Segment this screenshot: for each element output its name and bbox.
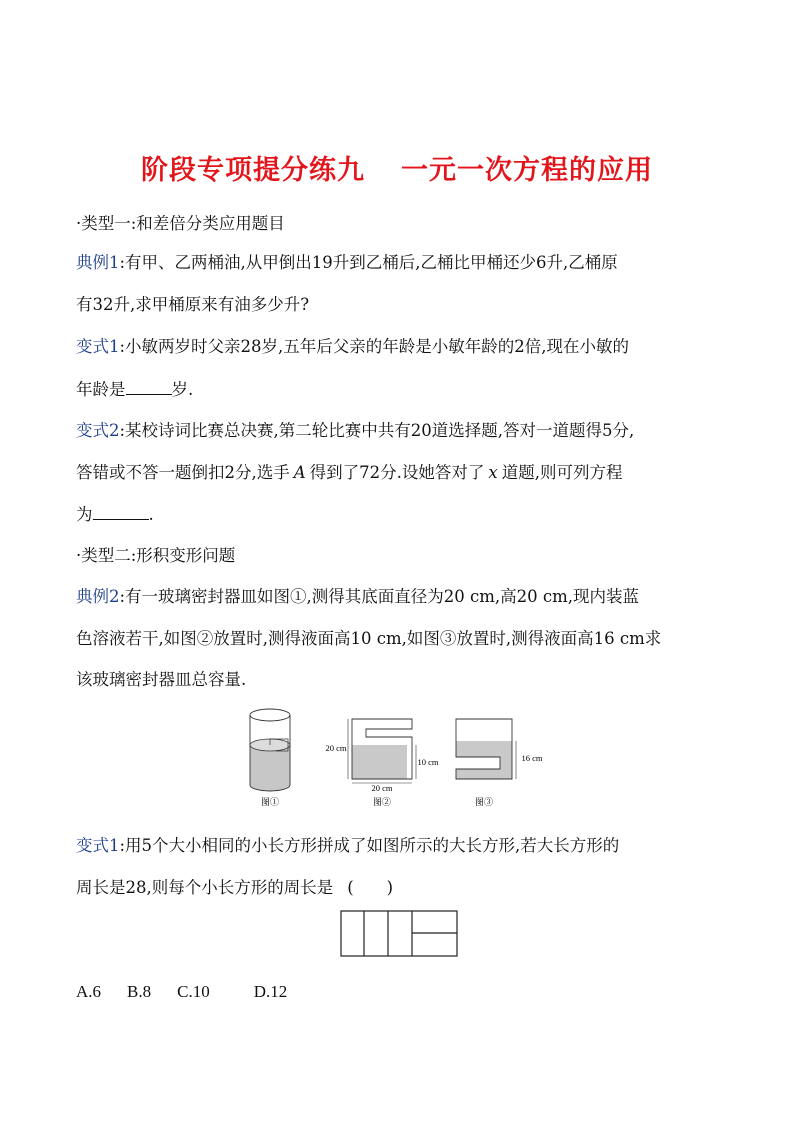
rectangle-figure bbox=[340, 910, 460, 958]
example1-label: 典例1 bbox=[76, 253, 120, 272]
variant2-line2: 答错或不答一题倒扣2分,选手 A 得到了72分.设她答对了 x 道题,则可列方程 bbox=[76, 463, 623, 482]
fig2-caption: 图② bbox=[372, 797, 392, 807]
answer-parentheses[interactable]: ( ) bbox=[347, 878, 394, 897]
example2-line3: 该玻璃密封器皿总容量. bbox=[76, 670, 247, 689]
variant1-line2: 年龄是 岁. bbox=[76, 380, 194, 399]
variant3-label: 变式1 bbox=[76, 836, 120, 855]
answer-options bbox=[76, 982, 313, 1002]
fig3-liquid-label: 16 cm bbox=[521, 753, 543, 763]
fig2-width-label: 20 cm bbox=[371, 783, 393, 793]
container-figures bbox=[240, 705, 560, 810]
figure2-container-upright bbox=[325, 719, 438, 807]
variant2-line1: 变式2:某校诗词比赛总决赛,第二轮比赛中共有20道选择题,答对一道题得5分, bbox=[76, 421, 635, 440]
fig3-caption: 图③ bbox=[474, 797, 494, 807]
example2-label: 典例2 bbox=[76, 587, 120, 606]
option-c[interactable]: C.10 bbox=[177, 982, 210, 1001]
variant1-line1: 变式1:小敏两岁时父亲28岁,五年后父亲的年龄是小敏年龄的2倍,现在小敏的 bbox=[76, 337, 630, 356]
variant1-label: 变式1 bbox=[76, 337, 120, 356]
example1-line2: 有32升,求甲桶原来有油多少升? bbox=[76, 295, 310, 314]
fig2-height-label: 20 cm bbox=[325, 743, 347, 753]
fig1-caption: 图① bbox=[260, 797, 280, 807]
section-heading-2: ·类型二:形积变形问题 bbox=[76, 546, 236, 565]
option-b[interactable]: B.8 bbox=[127, 982, 152, 1001]
option-a[interactable]: A.6 bbox=[76, 982, 102, 1001]
figure3-container-inverted bbox=[456, 719, 543, 807]
variant3-line2: 周长是28,则每个小长方形的周长是 ( ) bbox=[76, 878, 394, 897]
option-d[interactable]: D.12 bbox=[253, 982, 288, 1001]
equation-blank[interactable] bbox=[93, 503, 149, 520]
answer-blank[interactable] bbox=[126, 378, 172, 395]
section-heading-1: ·类型一:和差倍分类应用题目 bbox=[76, 214, 285, 233]
example2-line1: 典例2:有一玻璃密封器皿如图①,测得其底面直径为20 cm,高20 cm,现内装蓝 bbox=[76, 587, 640, 606]
figure1-cylinder bbox=[250, 709, 290, 807]
page-title: 阶段专项提分练九 一元一次方程的应用 bbox=[141, 155, 653, 186]
example2-line2: 色溶液若干,如图②放置时,测得液面高10 cm,如图③放置时,测得液面高16 cm求 bbox=[76, 629, 662, 648]
variant3-line1: 变式1:用5个大小相同的小长方形拼成了如图所示的大长方形,若大长方形的 bbox=[76, 836, 620, 855]
variant2-line3: 为 . bbox=[76, 505, 154, 524]
fig2-liquid-label: 10 cm bbox=[417, 757, 439, 767]
example1-line1: 典例1:有甲、乙两桶油,从甲倒出19升到乙桶后,乙桶比甲桶还少6升,乙桶原 bbox=[76, 253, 618, 272]
variant2-label: 变式2 bbox=[76, 421, 120, 440]
